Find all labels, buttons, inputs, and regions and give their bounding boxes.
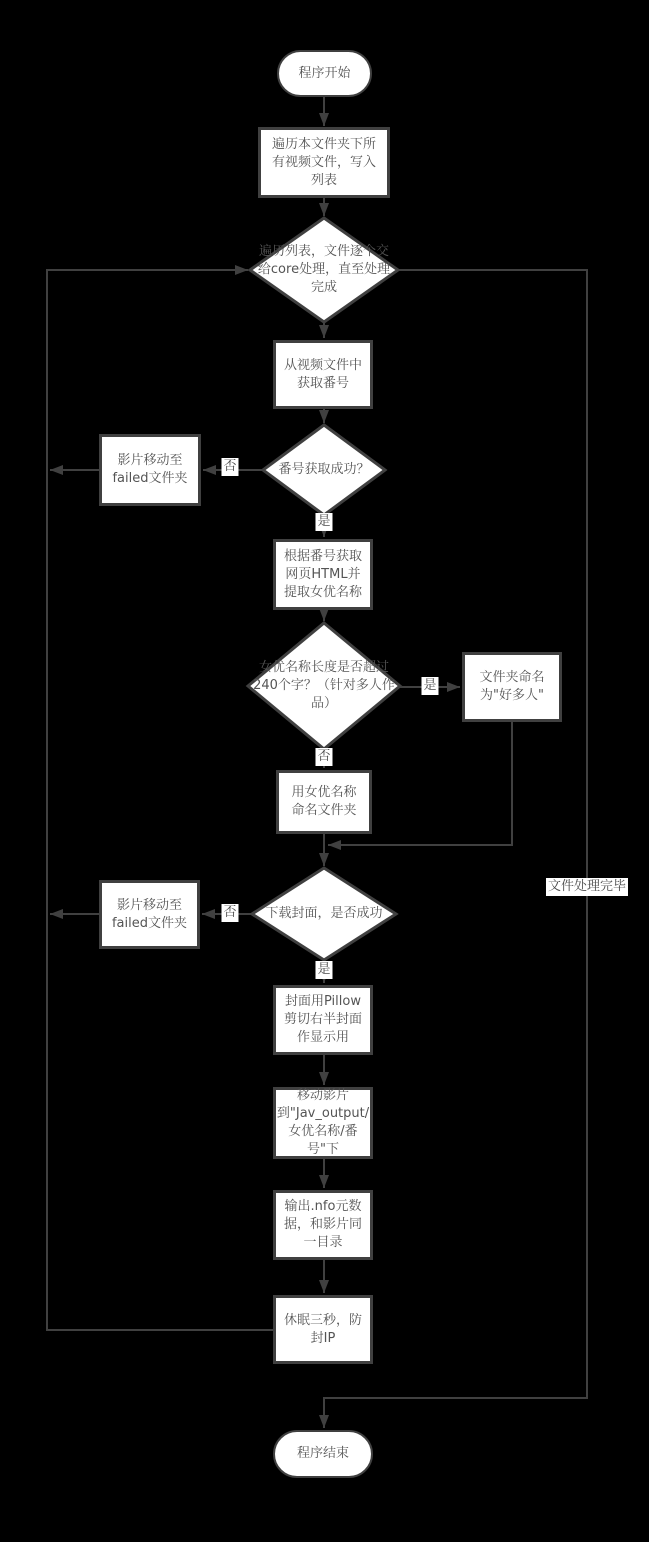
edge-label-long-no: 否 [317, 749, 331, 764]
node-iterate-list [250, 218, 398, 322]
node-move-video-label: 移动影片到"Jav_output/女优名称/番号"下 [276, 1088, 370, 1157]
node-number-ok-label: 番号获取成功？ [278, 462, 370, 477]
node-name-too-long-label: 女优名称长度是否超过240个字？（针对多人作品） [253, 660, 395, 711]
node-name-folder-label: 用女优名称命名文件夹 [291, 785, 357, 818]
node-output-nfo [273, 1190, 373, 1260]
node-many-people-label: 文件夹命名为"好多人" [479, 670, 545, 703]
edge-label-number-no: 否 [223, 459, 237, 474]
node-iterate-list-label: 遍历列表，文件逐个交给core处理，直至处理完成 [257, 244, 391, 295]
node-move-failed-1-label: 影片移动至failed文件夹 [112, 453, 188, 486]
node-move-failed-2 [99, 880, 200, 949]
node-move-video [273, 1087, 373, 1159]
edge-label-cover-no: 否 [223, 905, 237, 920]
node-fetch-html-label: 根据番号获取网页HTML并提取女优名称 [283, 548, 362, 600]
node-many-people [462, 652, 562, 722]
edge-sleep-loop-back [47, 270, 273, 1330]
node-output-nfo-label: 输出.nfo元数据，和影片同一目录 [283, 1199, 362, 1250]
node-fetch-html [273, 539, 373, 610]
node-scan-files-label: 遍历本文件夹下所有视频文件，写入列表 [271, 136, 376, 188]
edge-label-long-yes: 是 [423, 678, 437, 693]
node-number-ok [263, 425, 385, 515]
edge-label-cover-yes: 是 [317, 962, 331, 977]
node-crop-cover [273, 985, 373, 1055]
node-name-folder [276, 770, 372, 834]
node-download-cover [252, 868, 396, 960]
node-scan-files [258, 127, 390, 198]
node-start [277, 50, 372, 97]
node-get-number [273, 340, 373, 409]
node-crop-cover-label: 封面用Pillow剪切右半封面作显示用 [283, 994, 362, 1045]
node-move-failed-1 [99, 434, 201, 506]
node-sleep-label: 休眠三秒，防封IP [283, 1312, 362, 1346]
edge-label-number-yes: 是 [317, 514, 331, 529]
node-end-label: 程序结束 [296, 1446, 349, 1461]
node-move-failed-2-label: 影片移动至failed文件夹 [111, 897, 188, 931]
node-name-too-long [248, 623, 400, 749]
edge-label-all-done: 文件处理完毕 [547, 879, 627, 894]
node-download-cover-label: 下载封面，是否成功 [265, 906, 383, 921]
node-get-number-label: 从视频文件中获取番号 [283, 357, 362, 391]
node-start-label: 程序开始 [298, 65, 351, 81]
node-sleep [273, 1295, 373, 1364]
node-end [273, 1430, 373, 1478]
